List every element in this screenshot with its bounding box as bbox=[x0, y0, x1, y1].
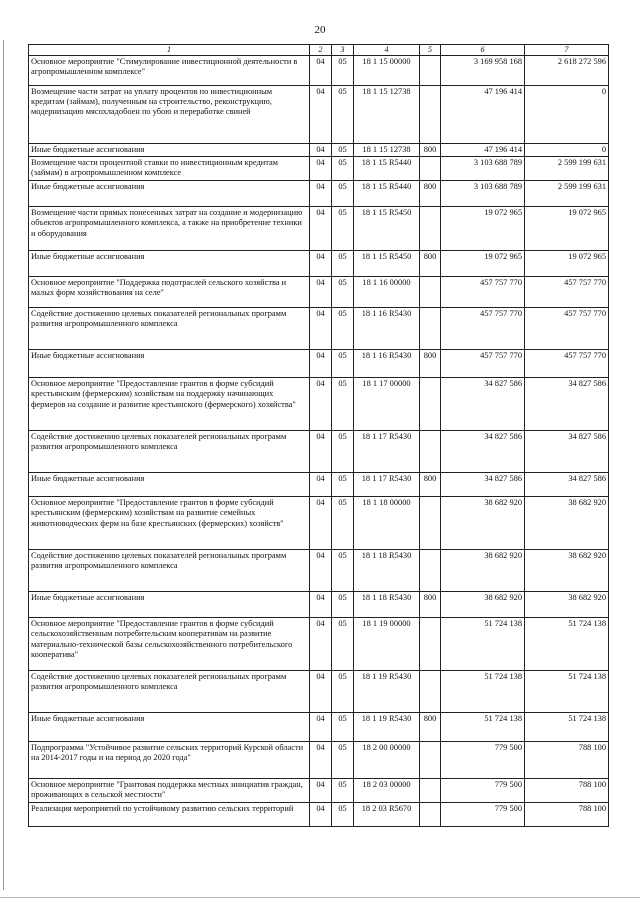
row-target-code: 18 1 18 00000 bbox=[354, 497, 420, 550]
row-section: 04 bbox=[310, 277, 332, 308]
row-target-code: 18 1 18 R5430 bbox=[354, 550, 420, 592]
row-target-code: 18 1 18 R5430 bbox=[354, 592, 420, 618]
header-col-3: 3 bbox=[332, 45, 354, 56]
row-subsection: 05 bbox=[332, 308, 354, 350]
row-section: 04 bbox=[310, 473, 332, 497]
row-subsection: 05 bbox=[332, 251, 354, 277]
table-row bbox=[29, 713, 609, 742]
table-row bbox=[29, 550, 609, 592]
page-number: 20 bbox=[314, 24, 326, 36]
table-row bbox=[29, 618, 609, 671]
row-amount-year2: 34 827 586 bbox=[525, 473, 609, 497]
row-name: Основное мероприятие "Предоставление грантов в форме субсидий крестьянским (фермерским) хозяйствам на поддержку начинающих фермеров на создание и развитие крестьянского (фермерского) хозяйства" bbox=[29, 378, 310, 431]
row-name: Содействие достижению целевых показателей региональных программ развития агропромышленного комплекса bbox=[29, 308, 310, 350]
row-expense-type bbox=[420, 742, 441, 779]
row-name: Возмещение части затрат на уплату процентов по инвестиционным кредитам (займам), полученным на строительство, реконструкцию, модернизацию мясохладобоен по убою и переработке свиней bbox=[29, 85, 310, 143]
row-amount-year2: 2 599 199 631 bbox=[525, 181, 609, 207]
row-amount-year2: 51 724 138 bbox=[525, 671, 609, 713]
row-section: 04 bbox=[310, 157, 332, 181]
row-section: 04 bbox=[310, 431, 332, 473]
table-row bbox=[29, 251, 609, 277]
row-amount-year1: 51 724 138 bbox=[441, 618, 525, 671]
row-name: Основное мероприятие "Поддержка подотраслей сельского хозяйства и малых форм хозяйствования на селе" bbox=[29, 277, 310, 308]
row-target-code: 18 2 03 00000 bbox=[354, 779, 420, 803]
header-row bbox=[29, 45, 609, 56]
row-section: 04 bbox=[310, 550, 332, 592]
row-amount-year1: 779 500 bbox=[441, 803, 525, 827]
row-amount-year1: 51 724 138 bbox=[441, 713, 525, 742]
row-section: 04 bbox=[310, 671, 332, 713]
row-expense-type: 800 bbox=[420, 473, 441, 497]
row-subsection: 05 bbox=[332, 207, 354, 251]
row-expense-type: 800 bbox=[420, 713, 441, 742]
row-target-code: 18 1 16 R5430 bbox=[354, 308, 420, 350]
row-amount-year1: 19 072 965 bbox=[441, 251, 525, 277]
row-name: Основное мероприятие "Стимулирование инвестиционной деятельности в агропромышленном комплексе" bbox=[29, 55, 310, 85]
row-amount-year1: 457 757 770 bbox=[441, 350, 525, 378]
header-col-1: 1 bbox=[29, 45, 310, 56]
row-subsection: 05 bbox=[332, 277, 354, 308]
row-amount-year1: 34 827 586 bbox=[441, 473, 525, 497]
header-col-5: 5 bbox=[420, 45, 441, 56]
row-amount-year2: 0 bbox=[525, 85, 609, 143]
row-amount-year1: 34 827 586 bbox=[441, 431, 525, 473]
row-amount-year1: 779 500 bbox=[441, 779, 525, 803]
header-col-7: 7 bbox=[525, 45, 609, 56]
row-expense-type bbox=[420, 378, 441, 431]
row-expense-type bbox=[420, 431, 441, 473]
row-amount-year2: 457 757 770 bbox=[525, 277, 609, 308]
row-target-code: 18 1 15 R5440 bbox=[354, 157, 420, 181]
table-row bbox=[29, 742, 609, 779]
row-expense-type bbox=[420, 207, 441, 251]
row-name: Содействие достижению целевых показателей региональных программ развития агропромышленного комплекса bbox=[29, 550, 310, 592]
row-amount-year2: 38 682 920 bbox=[525, 497, 609, 550]
row-target-code: 18 1 15 R5450 bbox=[354, 251, 420, 277]
row-name: Подпрограмма "Устойчивое развитие сельских территорий Курской области на 2014-2017 годы и на период до 2020 года" bbox=[29, 742, 310, 779]
row-target-code: 18 1 17 00000 bbox=[354, 378, 420, 431]
row-amount-year2: 457 757 770 bbox=[525, 350, 609, 378]
row-expense-type bbox=[420, 308, 441, 350]
row-target-code: 18 1 15 00000 bbox=[354, 55, 420, 85]
row-expense-type: 800 bbox=[420, 181, 441, 207]
row-section: 04 bbox=[310, 618, 332, 671]
scan-left-edge bbox=[3, 40, 4, 890]
row-expense-type bbox=[420, 618, 441, 671]
row-name: Возмещение части процентной ставки по инвестиционным кредитам (займам) в агропромышленном комплексе bbox=[29, 157, 310, 181]
table-row bbox=[29, 473, 609, 497]
row-target-code: 18 1 19 00000 bbox=[354, 618, 420, 671]
row-subsection: 05 bbox=[332, 742, 354, 779]
row-subsection: 05 bbox=[332, 550, 354, 592]
row-target-code: 18 1 17 R5430 bbox=[354, 431, 420, 473]
row-subsection: 05 bbox=[332, 378, 354, 431]
row-section: 04 bbox=[310, 207, 332, 251]
row-amount-year1: 457 757 770 bbox=[441, 308, 525, 350]
row-amount-year2: 788 100 bbox=[525, 803, 609, 827]
row-name: Содействие достижению целевых показателей региональных программ развития агропромышленного комплекса bbox=[29, 671, 310, 713]
row-amount-year2: 2 599 199 631 bbox=[525, 157, 609, 181]
row-subsection: 05 bbox=[332, 473, 354, 497]
row-section: 04 bbox=[310, 592, 332, 618]
row-section: 04 bbox=[310, 713, 332, 742]
row-name: Иные бюджетные ассигнования bbox=[29, 143, 310, 156]
row-expense-type bbox=[420, 157, 441, 181]
row-amount-year1: 457 757 770 bbox=[441, 277, 525, 308]
row-name: Иные бюджетные ассигнования bbox=[29, 181, 310, 207]
header-col-4: 4 bbox=[354, 45, 420, 56]
table-row bbox=[29, 277, 609, 308]
row-target-code: 18 1 15 12738 bbox=[354, 143, 420, 156]
row-subsection: 05 bbox=[332, 779, 354, 803]
row-amount-year1: 47 196 414 bbox=[441, 85, 525, 143]
row-target-code: 18 1 15 R5450 bbox=[354, 207, 420, 251]
table-row bbox=[29, 308, 609, 350]
row-expense-type bbox=[420, 671, 441, 713]
row-target-code: 18 2 03 R5670 bbox=[354, 803, 420, 827]
row-amount-year1: 34 827 586 bbox=[441, 378, 525, 431]
table-row bbox=[29, 143, 609, 156]
table-row bbox=[29, 592, 609, 618]
table-row bbox=[29, 671, 609, 713]
row-amount-year2: 51 724 138 bbox=[525, 618, 609, 671]
row-target-code: 18 1 16 R5430 bbox=[354, 350, 420, 378]
row-amount-year2: 457 757 770 bbox=[525, 308, 609, 350]
row-amount-year1: 19 072 965 bbox=[441, 207, 525, 251]
table-row bbox=[29, 181, 609, 207]
row-expense-type bbox=[420, 779, 441, 803]
row-amount-year1: 51 724 138 bbox=[441, 671, 525, 713]
table-row bbox=[29, 803, 609, 827]
row-subsection: 05 bbox=[332, 592, 354, 618]
budget-table bbox=[28, 44, 609, 827]
header-col-6: 6 bbox=[441, 45, 525, 56]
row-amount-year2: 788 100 bbox=[525, 742, 609, 779]
row-expense-type: 800 bbox=[420, 143, 441, 156]
row-subsection: 05 bbox=[332, 350, 354, 378]
row-target-code: 18 1 19 R5430 bbox=[354, 671, 420, 713]
row-subsection: 05 bbox=[332, 143, 354, 156]
row-subsection: 05 bbox=[332, 618, 354, 671]
row-section: 04 bbox=[310, 55, 332, 85]
row-subsection: 05 bbox=[332, 157, 354, 181]
row-amount-year2: 19 072 965 bbox=[525, 251, 609, 277]
row-amount-year1: 47 196 414 bbox=[441, 143, 525, 156]
row-expense-type bbox=[420, 550, 441, 592]
row-expense-type: 800 bbox=[420, 592, 441, 618]
row-subsection: 05 bbox=[332, 803, 354, 827]
row-subsection: 05 bbox=[332, 431, 354, 473]
row-subsection: 05 bbox=[332, 497, 354, 550]
row-section: 04 bbox=[310, 85, 332, 143]
table-row bbox=[29, 207, 609, 251]
table-row bbox=[29, 157, 609, 181]
row-name: Иные бюджетные ассигнования bbox=[29, 592, 310, 618]
table-row bbox=[29, 85, 609, 143]
row-section: 04 bbox=[310, 251, 332, 277]
row-target-code: 18 1 15 R5440 bbox=[354, 181, 420, 207]
row-target-code: 18 1 16 00000 bbox=[354, 277, 420, 308]
row-amount-year1: 38 682 920 bbox=[441, 550, 525, 592]
row-name: Содействие достижению целевых показателей региональных программ развития агропромышленного комплекса bbox=[29, 431, 310, 473]
row-amount-year2: 38 682 920 bbox=[525, 550, 609, 592]
row-name: Реализация мероприятий по устойчивому развитию сельских территорий bbox=[29, 803, 310, 827]
row-expense-type bbox=[420, 803, 441, 827]
row-section: 04 bbox=[310, 803, 332, 827]
row-section: 04 bbox=[310, 181, 332, 207]
row-name: Основное мероприятие "Предоставление грантов в форме субсидий сельскохозяйственным потребительским кооперативам на развитие материально-технической базы сельскохозяйственного потребительского кооператива" bbox=[29, 618, 310, 671]
row-amount-year2: 38 682 920 bbox=[525, 592, 609, 618]
row-amount-year2: 19 072 965 bbox=[525, 207, 609, 251]
row-name: Основное мероприятие "Грантовая поддержка местных инициатив граждан, проживающих в сельской местности" bbox=[29, 779, 310, 803]
table-row bbox=[29, 55, 609, 85]
row-name: Иные бюджетные ассигнования bbox=[29, 713, 310, 742]
row-name: Иные бюджетные ассигнования bbox=[29, 350, 310, 378]
row-amount-year1: 38 682 920 bbox=[441, 592, 525, 618]
row-amount-year2: 2 618 272 596 bbox=[525, 55, 609, 85]
row-target-code: 18 1 19 R5430 bbox=[354, 713, 420, 742]
row-amount-year2: 51 724 138 bbox=[525, 713, 609, 742]
row-target-code: 18 1 15 12738 bbox=[354, 85, 420, 143]
row-subsection: 05 bbox=[332, 671, 354, 713]
row-expense-type: 800 bbox=[420, 251, 441, 277]
row-amount-year1: 3 169 958 168 bbox=[441, 55, 525, 85]
row-target-code: 18 2 00 00000 bbox=[354, 742, 420, 779]
scan-bottom-edge bbox=[0, 897, 640, 898]
row-expense-type bbox=[420, 85, 441, 143]
row-subsection: 05 bbox=[332, 55, 354, 85]
row-expense-type bbox=[420, 55, 441, 85]
row-amount-year2: 788 100 bbox=[525, 779, 609, 803]
row-amount-year1: 3 103 688 789 bbox=[441, 157, 525, 181]
row-subsection: 05 bbox=[332, 85, 354, 143]
row-section: 04 bbox=[310, 308, 332, 350]
row-expense-type bbox=[420, 497, 441, 550]
row-name: Основное мероприятие "Предоставление грантов в форме субсидий крестьянским (фермерским) хозяйствам на развитие семейных животноводческих ферм на базе крестьянских (фермерских) хозяйств" bbox=[29, 497, 310, 550]
table-row bbox=[29, 779, 609, 803]
table-row bbox=[29, 497, 609, 550]
row-section: 04 bbox=[310, 143, 332, 156]
table-row bbox=[29, 378, 609, 431]
row-section: 04 bbox=[310, 350, 332, 378]
row-amount-year1: 779 500 bbox=[441, 742, 525, 779]
row-section: 04 bbox=[310, 742, 332, 779]
header-col-2: 2 bbox=[310, 45, 332, 56]
row-subsection: 05 bbox=[332, 713, 354, 742]
row-name: Возмещение части прямых понесенных затрат на создание и модернизацию объектов агропромышленного комплекса, а также на приобретение техники и оборудования bbox=[29, 207, 310, 251]
row-section: 04 bbox=[310, 779, 332, 803]
row-amount-year2: 34 827 586 bbox=[525, 431, 609, 473]
row-section: 04 bbox=[310, 378, 332, 431]
row-section: 04 bbox=[310, 497, 332, 550]
table-row bbox=[29, 431, 609, 473]
row-amount-year2: 0 bbox=[525, 143, 609, 156]
row-expense-type bbox=[420, 277, 441, 308]
row-name: Иные бюджетные ассигнования bbox=[29, 251, 310, 277]
row-amount-year1: 3 103 688 789 bbox=[441, 181, 525, 207]
table-row bbox=[29, 350, 609, 378]
row-amount-year1: 38 682 920 bbox=[441, 497, 525, 550]
row-name: Иные бюджетные ассигнования bbox=[29, 473, 310, 497]
row-target-code: 18 1 17 R5430 bbox=[354, 473, 420, 497]
row-subsection: 05 bbox=[332, 181, 354, 207]
row-expense-type: 800 bbox=[420, 350, 441, 378]
row-amount-year2: 34 827 586 bbox=[525, 378, 609, 431]
